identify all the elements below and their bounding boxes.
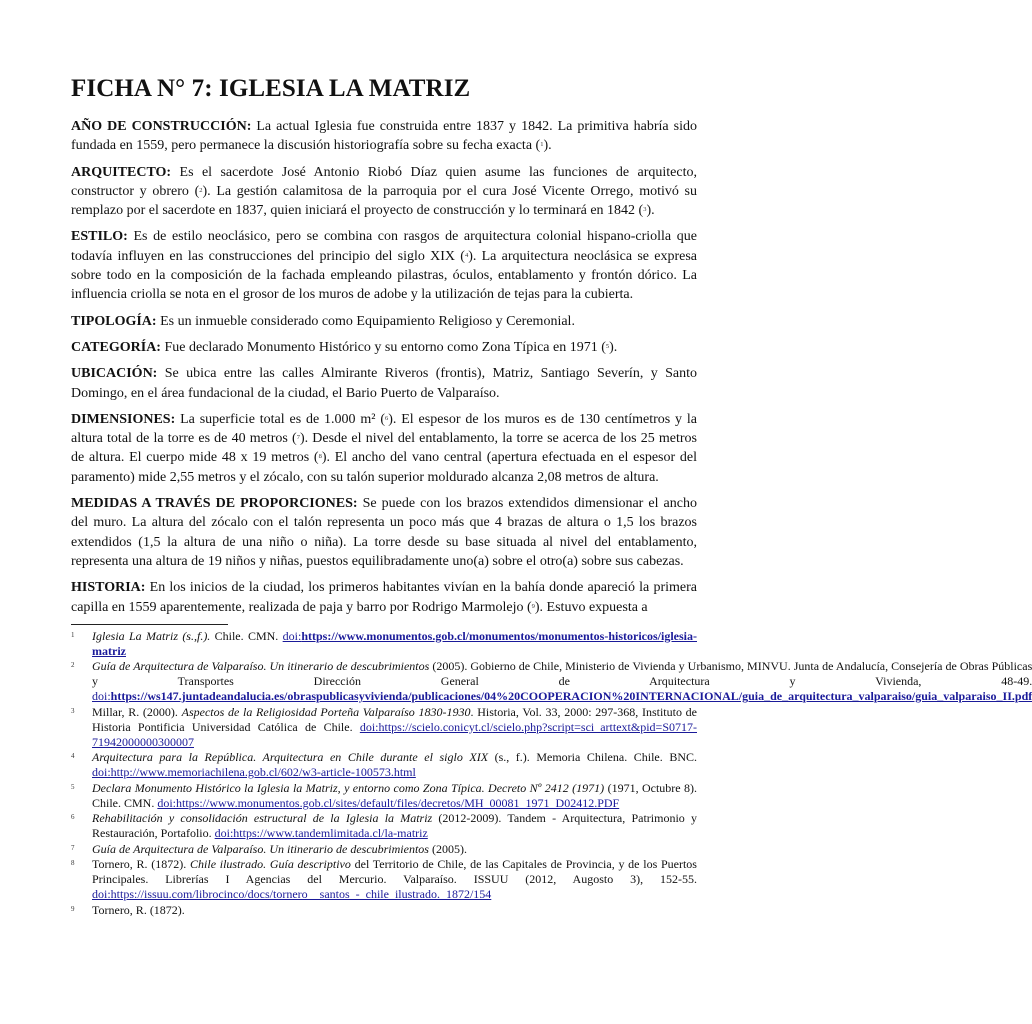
doi-prefix-link[interactable]: doi: — [92, 689, 111, 704]
footnote-link[interactable]: doi:https://www.tandemlimitada.cl/la-matriz — [214, 826, 428, 841]
footnote-number: 1 — [71, 630, 75, 639]
footnote-ref[interactable]: 6 — [385, 414, 389, 422]
footnote-ref[interactable]: 4 — [464, 251, 469, 259]
footnote-ref[interactable]: 5 — [605, 342, 610, 350]
footnote-number: 5 — [71, 782, 75, 791]
footnote-number: 2 — [71, 661, 75, 670]
section-heading: ARQUITECTO: — [71, 164, 172, 180]
section-location: UBICACIÓN: Se ubica entre las calles Almirante Riveros (frontis), Matriz, Santiago Severín, y Santo Domingo, en el área fundacional de la ciudad, el Bario Puerto de Valparaíso. — [71, 366, 697, 401]
footnote-ref[interactable]: 8 — [318, 453, 322, 461]
footnotes — [71, 628, 1032, 918]
footnote-ref[interactable]: 3 — [643, 206, 647, 214]
footnote-link[interactable]: doi:https://scielo.conicyt.cl/scielo.php?script=sci_arttext&pid=S0717-71942000000300007 — [92, 719, 697, 749]
section-style: ESTILO: Es de estilo neoclásico, pero se combina con rasgos de arquitectura colonial hispano-criolla que todavía influyen en las construcciones del principio del siglo XIX ($^4$). La arquitectura neoclásica se expresa sobre todo en la composición de la fachada empleando pilastras, óculos, entablamento y frontón dórico. La influencia criolla se nota en el grosor de los muros de adobe y la utilización de tejas para la cubierta. — [71, 229, 697, 303]
section-heading: DIMENSIONES: — [71, 411, 176, 427]
footnote-number: 3 — [71, 706, 75, 715]
footnote-1: 1 Iglesia La Matriz (s.,f.). Chile. CMN. doi:https://www.monumentos.gob.cl/monumentos/monumentos-historicos/iglesia-matriz — [71, 628, 697, 658]
section-heading: ESTILO: — [71, 229, 128, 245]
footnote-link[interactable]: https://ws147.juntadeandalucia.es/obraspublicasyvivienda/publicaciones/04%20COOPERACION%20INTERNACIONAL/guia_de_arquitectura_valparaiso/guia_valparaiso_II.pdf — [110, 689, 1032, 704]
section-heading: UBICACIÓN: — [71, 366, 158, 382]
doi-prefix-link[interactable]: doi: — [282, 628, 302, 643]
section-typology: TIPOLOGÍA: Es un inmueble considerado como Equipamiento Religioso y Ceremonial. — [71, 313, 575, 329]
section-category: CATEGORÍA: Fue declarado Monumento Histórico y su entorno como Zona Típica en 1971 ($^5$). — [71, 339, 618, 355]
section-heading: HISTORIA: — [71, 580, 146, 596]
footnote-4: 4 Arquitectura para la República. Arquitectura en Chile durante el siglo XIX (s., f.). Memoria Chilena. Chile. BNC. doi:http://www.memoriachilena.gob.cl/602/w3-article-100573.html — [71, 750, 697, 780]
footnote-3: 3 Millar, R. (2000). Aspectos de la Religiosidad Porteña Valparaíso 1830-1930. Historia, Vol. 33, 2000: 297-368, Instituto de Historia Pontificia Universidad Católica de Chile. doi:https://scielo.conicyt.cl/scielo.php?script=sci_arttext&pid=S0717-71942000000300007 — [71, 704, 697, 749]
footnote-link[interactable]: doi:https://issuu.com/librocinco/docs/tornero__santos_-_chile_ilustrado._1872/154 — [92, 887, 492, 902]
footnote-number: 8 — [71, 859, 75, 868]
footnote-separator — [71, 624, 228, 625]
section-heading: MEDIDAS A TRAVÉS DE PROPORCIONES: — [71, 496, 358, 512]
footnote-ref[interactable]: 1 — [540, 141, 544, 149]
section-heading: TIPOLOGÍA: — [71, 313, 157, 329]
footnote-link[interactable]: doi:http://www.memoriachilena.gob.cl/602/w3-article-100573.html — [92, 765, 416, 780]
footnote-number: 7 — [71, 843, 75, 852]
footnote-ref[interactable]: 2 — [199, 186, 203, 194]
footnote-2: 2 Guía de Arquitectura de Valparaíso. Un itinerario de descubrimientos (2005). Gobierno de Chile, Ministerio de Vivienda y Urbanismo, MINVU. Junta de Andalucía, Consejería de Obras Públicas y Transportes Dirección General de Arquitectura y Vivienda, 48-49. doi:https://ws147.juntadeandalucia.es/obraspublicasyvivienda/publicaciones/04%20COOPERACION%20INTERNACIONAL/guia_de_arquitectura_valparaiso/guia_valparaiso_II.pdf — [71, 659, 1032, 704]
footnote-link[interactable]: https://www.monumentos.gob.cl/monumentos/monumentos-historicos/iglesia-matriz — [92, 628, 697, 658]
footnote-7: 7 Guía de Arquitectura de Valparaíso. Un itinerario de descubrimientos (2005). — [71, 841, 467, 856]
footnote-number: 9 — [71, 904, 75, 913]
page-title: FICHA N° 7: IGLESIA LA MATRIZ — [71, 75, 471, 102]
footnote-9: 9 Tornero, R. (1872). — [71, 902, 185, 917]
section-dimensions: DIMENSIONES: La superficie total es de 1.000 m² ($^6$). El espesor de los muros es de 130 centímetros y la altura total de la torre es de 40 metros ($^7$). Desde el nivel del entablamento, la torre se acerca de los 25 metros de altura. El cuerpo mide 48 x 19 metros ($^8$). El ancho del vano central (apertura efectuada en el espesor del paramento) mide 2,55 metros y el zócalo, con su talón superior moldurado alcanza 2,08 metros de altura. — [71, 411, 698, 485]
footnote-ref[interactable]: 9 — [531, 602, 535, 610]
footnote-8: 8 Tornero, R. (1872). Chile ilustrado. Guía descriptivo del Territorio de Chile, de las Capitales de Provincia, y de los Puertos Principales. Librerías I Agencias del Mercurio. Valparaíso. ISSUU (2012, Augosto 3), 152-55. doi:https://issuu.com/librocinco/docs/tornero__santos_-_chile_ilustrado._1872/154 — [71, 857, 697, 902]
section-proportions: MEDIDAS A TRAVÉS DE PROPORCIONES: Se puede con los brazos extendidos dimensionar el ancho del muro. La altura del zócalo con el talón representa un poco más que 4 brazas de altura o 1,5 los brazos extendidos (1,5 la altura de una niño o niña). La torre desde su base situada al nivel del entablamento, representa una altura de 19 niños y niñas, puestos equilibradamente uno(a) sobre el otro(a) sobre sus cabezas. — [71, 496, 697, 569]
footnote-ref[interactable]: 7 — [296, 434, 300, 442]
section-heading: CATEGORÍA: — [71, 339, 161, 355]
footnote-number: 6 — [71, 813, 75, 822]
footnote-number: 4 — [71, 752, 75, 761]
footnote-link[interactable]: doi:https://www.monumentos.gob.cl/sites/default/files/decretos/MH_00081_1971_D02412.PDF — [157, 795, 620, 810]
section-heading: AÑO DE CONSTRUCCIÓN: — [71, 119, 252, 134]
section-year: AÑO DE CONSTRUCCIÓN: La actual Iglesia fue construida entre 1837 y 1842. La primitiva habría sido fundada en 1559, pero permanece la discusión historiografía sobre su fecha exacta ($^1$). — [71, 119, 697, 154]
footnote-5: 5 Declara Monumento Histórico la Iglesia la Matriz, y entorno como Zona Típica. Decreto Nº 2412 (1971) (1971, Octubre 8). Chile. CMN. doi:https://www.monumentos.gob.cl/sites/default/files/decretos/MH_00081_1971_D02412.PDF — [71, 780, 698, 810]
section-architect: ARQUITECTO: Es el sacerdote José Antonio Riobó Díaz quien asume las funciones de arquitecto, constructor y obrero ($^2$). La gestión calamitosa de la parroquia por el cura José Vicente Orrego, motivó su remplazo por el sacerdote en 1837, quien iniciará el proyecto de construcción y lo terminará en 1842 ($^3$). — [71, 164, 697, 219]
footnote-6: 6 Rehabilitación y consolidación estructural de la Iglesia la Matriz (2012-2009). Tandem - Arquitectura, Patrimonio y Restauración, Portafolio. doi:https://www.tandemlimitada.cl/la-matriz — [71, 811, 697, 841]
body-text — [71, 117, 697, 617]
section-history: HISTORIA: En los inicios de la ciudad, los primeros habitantes vivían en la bahía donde apareció la primera capilla en 1559 aparentemente, realizada de paja y barro por Rodrigo Marmolejo ($^9$). Estuvo expuesta a — [71, 580, 697, 615]
